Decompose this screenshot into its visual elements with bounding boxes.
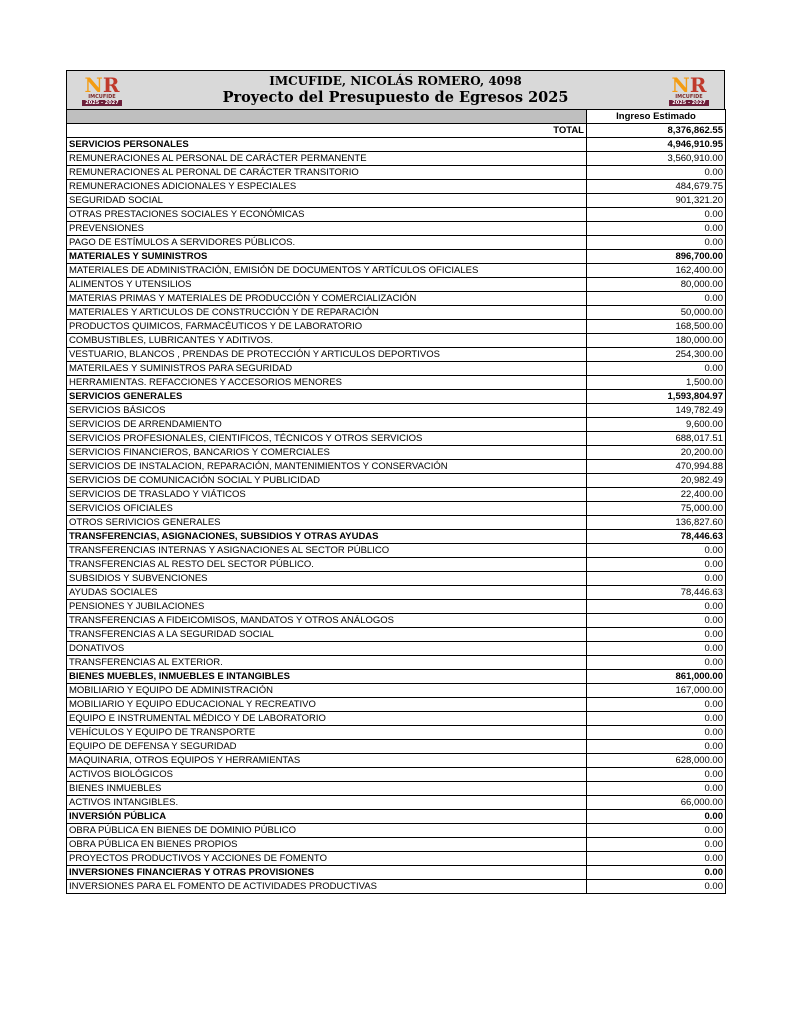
row-label: MOBILIARIO Y EQUIPO EDUCACIONAL Y RECREATIVO [67, 698, 587, 712]
table-row [67, 614, 726, 628]
row-value: 75,000.00 [587, 502, 726, 516]
row-value: 78,446.63 [587, 586, 726, 600]
section-label: SERVICIOS GENERALES [67, 390, 587, 404]
row-label: TRANSFERENCIAS A FIDEICOMISOS, MANDATOS Y OTROS ANÁLOGOS [67, 614, 587, 628]
row-value: 0.00 [587, 642, 726, 656]
table-row [67, 838, 726, 852]
row-value: 0.00 [587, 824, 726, 838]
table-row [67, 768, 726, 782]
row-label: REMUNERACIONES AL PERSONAL DE CARÁCTER PERMANENTE [67, 152, 587, 166]
row-value: 470,994.88 [587, 460, 726, 474]
column-header-ingreso-estimado: Ingreso Estimado [587, 110, 726, 124]
row-label: TRANSFERENCIAS AL EXTERIOR. [67, 656, 587, 670]
row-label: MATERIALES DE ADMINISTRACIÓN, EMISIÓN DE DOCUMENTOS Y ARTÍCULOS OFICIALES [67, 264, 587, 278]
row-value: 0.00 [587, 614, 726, 628]
row-value: 0.00 [587, 572, 726, 586]
table-row [67, 376, 726, 390]
table-row [67, 740, 726, 754]
section-value: 4,946,910.95 [587, 138, 726, 152]
row-label: TRANSFERENCIAS INTERNAS Y ASIGNACIONES AL SECTOR PÚBLICO [67, 544, 587, 558]
row-label: INVERSIONES PARA EL FOMENTO DE ACTIVIDADES PRODUCTIVAS [67, 880, 587, 894]
row-value: 0.00 [587, 222, 726, 236]
row-label: AYUDAS SOCIALES [67, 586, 587, 600]
table-row [67, 628, 726, 642]
section-row [67, 866, 726, 880]
row-label: PROYECTOS PRODUCTIVOS Y ACCIONES DE FOMENTO [67, 852, 587, 866]
row-value: 3,560,910.00 [587, 152, 726, 166]
row-value: 9,600.00 [587, 418, 726, 432]
section-label: INVERSIÓN PÚBLICA [67, 810, 587, 824]
table-row [67, 194, 726, 208]
table-row [67, 586, 726, 600]
section-value: 896,700.00 [587, 250, 726, 264]
table-row [67, 754, 726, 768]
table-row [67, 642, 726, 656]
section-value: 1,593,804.97 [587, 390, 726, 404]
row-label: SERVICIOS DE COMUNICACIÓN SOCIAL Y PUBLICIDAD [67, 474, 587, 488]
logo-letter-r: R [102, 73, 120, 97]
row-label: SERVICIOS PROFESIONALES, CIENTIFICOS, TÉCNICOS Y OTROS SERVICIOS [67, 432, 587, 446]
table-row [67, 320, 726, 334]
section-row [67, 810, 726, 824]
table-row [67, 278, 726, 292]
row-value: 628,000.00 [587, 754, 726, 768]
row-label: HERRAMIENTAS. REFACCIONES Y ACCESORIOS MENORES [67, 376, 587, 390]
row-label: MAQUINARIA, OTROS EQUIPOS Y HERRAMIENTAS [67, 754, 587, 768]
section-label: MATERIALES Y SUMINISTROS [67, 250, 587, 264]
row-label: OTROS SERIVICIOS GENERALES [67, 516, 587, 530]
row-value: 0.00 [587, 544, 726, 558]
table-row [67, 208, 726, 222]
table-row [67, 600, 726, 614]
section-row [67, 670, 726, 684]
row-value: 149,782.49 [587, 404, 726, 418]
logo-letter-n: N [84, 73, 103, 97]
row-value: 0.00 [587, 838, 726, 852]
row-label: SERVICIOS OFICIALES [67, 502, 587, 516]
row-label: ACTIVOS INTANGIBLES. [67, 796, 587, 810]
table-row [67, 726, 726, 740]
row-label: SERVICIOS DE TRASLADO Y VIÁTICOS [67, 488, 587, 502]
row-label: SERVICIOS FINANCIEROS, BANCARIOS Y COMERCIALES [67, 446, 587, 460]
table-row [67, 362, 726, 376]
budget-table-body [67, 110, 726, 894]
row-value: 0.00 [587, 362, 726, 376]
row-value: 0.00 [587, 740, 726, 754]
row-label: OBRA PÚBLICA EN BIENES PROPIOS [67, 838, 587, 852]
row-value: 20,982.49 [587, 474, 726, 488]
row-value: 167,000.00 [587, 684, 726, 698]
row-value: 0.00 [587, 166, 726, 180]
logo-letter-r: R [689, 73, 707, 97]
row-value: 0.00 [587, 628, 726, 642]
row-label: MATERIALES Y ARTICULOS DE CONSTRUCCIÓN Y DE REPARACIÓN [67, 306, 587, 320]
row-value: 0.00 [587, 656, 726, 670]
row-label: VEHÍCULOS Y EQUIPO DE TRANSPORTE [67, 726, 587, 740]
row-value: 484,679.75 [587, 180, 726, 194]
row-value: 0.00 [587, 782, 726, 796]
row-value: 0.00 [587, 880, 726, 894]
table-row [67, 558, 726, 572]
row-label: OBRA PÚBLICA EN BIENES DE DOMINIO PÚBLICO [67, 824, 587, 838]
row-value: 0.00 [587, 712, 726, 726]
row-label: PENSIONES Y JUBILACIONES [67, 600, 587, 614]
table-row [67, 404, 726, 418]
section-label: BIENES MUEBLES, INMUEBLES E INTANGIBLES [67, 670, 587, 684]
row-label: ALIMENTOS Y UTENSILIOS [67, 278, 587, 292]
table-row [67, 684, 726, 698]
row-value: 0.00 [587, 236, 726, 250]
row-label: DONATIVOS [67, 642, 587, 656]
row-value: 22,400.00 [587, 488, 726, 502]
row-label: PAGO DE ESTÍMULOS A SERVIDORES PÚBLICOS. [67, 236, 587, 250]
logo-name: IMCUFIDE [88, 94, 116, 100]
table-row [67, 292, 726, 306]
document-header [66, 70, 725, 110]
table-row [67, 544, 726, 558]
document-subtitle: Proyecto del Presupuesto de Egresos 2025 [222, 89, 569, 106]
row-label: REMUNERACIONES ADICIONALES Y ESPECIALES [67, 180, 587, 194]
section-value: 861,000.00 [587, 670, 726, 684]
table-row [67, 516, 726, 530]
total-row [67, 124, 726, 138]
row-value: 80,000.00 [587, 278, 726, 292]
section-value: 0.00 [587, 866, 726, 880]
section-row [67, 390, 726, 404]
table-row [67, 180, 726, 194]
total-label: TOTAL [67, 124, 587, 138]
row-value: 901,321.20 [587, 194, 726, 208]
section-row [67, 530, 726, 544]
logo-name: IMCUFIDE [675, 94, 703, 100]
row-value: 136,827.60 [587, 516, 726, 530]
table-row [67, 782, 726, 796]
row-label: EQUIPO DE DEFENSA Y SEGURIDAD [67, 740, 587, 754]
row-label: MATERILAES Y SUMINISTROS PARA SEGURIDAD [67, 362, 587, 376]
table-row [67, 432, 726, 446]
section-row [67, 138, 726, 152]
row-label: PREVENSIONES [67, 222, 587, 236]
table-row [67, 880, 726, 894]
row-value: 180,000.00 [587, 334, 726, 348]
row-label: SERVICIOS BÁSICOS [67, 404, 587, 418]
table-row [67, 474, 726, 488]
row-label: EQUIPO E INSTRUMENTAL MÉDICO Y DE LABORATORIO [67, 712, 587, 726]
table-row [67, 152, 726, 166]
table-row [67, 852, 726, 866]
row-label: PRODUCTOS QUIMICOS, FARMACÉUTICOS Y DE LABORATORIO [67, 320, 587, 334]
row-value: 0.00 [587, 208, 726, 222]
total-value: 8,376,862.55 [587, 124, 726, 138]
table-row [67, 502, 726, 516]
section-label: TRANSFERENCIAS, ASIGNACIONES, SUBSIDIOS Y OTRAS AYUDAS [67, 530, 587, 544]
table-row [67, 712, 726, 726]
column-header-blank [67, 110, 587, 124]
budget-table [66, 109, 726, 894]
row-value: 0.00 [587, 600, 726, 614]
row-label: COMBUSTIBLES, LUBRICANTES Y ADITIVOS. [67, 334, 587, 348]
row-value: 0.00 [587, 558, 726, 572]
row-value: 0.00 [587, 852, 726, 866]
row-label: TRANSFERENCIAS A LA SEGURIDAD SOCIAL [67, 628, 587, 642]
imcufide-logo-right [656, 73, 722, 109]
table-row [67, 306, 726, 320]
row-value: 168,500.00 [587, 320, 726, 334]
table-row [67, 166, 726, 180]
row-label: REMUNERACIONES AL PERONAL DE CARÁCTER TRANSITORIO [67, 166, 587, 180]
row-value: 254,300.00 [587, 348, 726, 362]
table-row [67, 334, 726, 348]
table-row [67, 446, 726, 460]
section-label: SERVICIOS PERSONALES [67, 138, 587, 152]
row-value: 688,017.51 [587, 432, 726, 446]
row-label: SERVICIOS DE ARRENDAMIENTO [67, 418, 587, 432]
section-value: 0.00 [587, 810, 726, 824]
row-label: MOBILIARIO Y EQUIPO DE ADMINISTRACIÓN [67, 684, 587, 698]
row-value: 50,000.00 [587, 306, 726, 320]
row-label: MATERIAS PRIMAS Y MATERIALES DE PRODUCCIÓN Y COMERCIALIZACIÓN [67, 292, 587, 306]
row-value: 66,000.00 [587, 796, 726, 810]
row-label: VESTUARIO, BLANCOS , PRENDAS DE PROTECCIÓN Y ARTICULOS DEPORTIVOS [67, 348, 587, 362]
logo-years: 2025 - 2027 [82, 100, 121, 106]
row-label: SEGURIDAD SOCIAL [67, 194, 587, 208]
logo-letter-n: N [671, 73, 690, 97]
logo-years: 2025 - 2027 [669, 100, 708, 106]
row-value: 0.00 [587, 698, 726, 712]
section-row [67, 250, 726, 264]
table-row [67, 460, 726, 474]
row-label: SERVICIOS DE INSTALACION, REPARACIÓN, MANTENIMIENTOS Y CONSERVACIÓN [67, 460, 587, 474]
table-row [67, 222, 726, 236]
row-value: 20,200.00 [587, 446, 726, 460]
row-label: SUBSIDIOS Y SUBVENCIONES [67, 572, 587, 586]
row-value: 162,400.00 [587, 264, 726, 278]
row-label: ACTIVOS BIOLÓGICOS [67, 768, 587, 782]
row-value: 1,500.00 [587, 376, 726, 390]
row-value: 0.00 [587, 768, 726, 782]
table-row [67, 418, 726, 432]
section-label: INVERSIONES FINANCIERAS Y OTRAS PROVISIONES [67, 866, 587, 880]
row-label: OTRAS PRESTACIONES SOCIALES Y ECONÓMICAS [67, 208, 587, 222]
table-row [67, 236, 726, 250]
table-row [67, 656, 726, 670]
table-row [67, 572, 726, 586]
row-label: BIENES INMUEBLES [67, 782, 587, 796]
document-title: IMCUFIDE, NICOLÁS ROMERO, 4098 [269, 74, 522, 88]
row-label: TRANSFERENCIAS AL RESTO DEL SECTOR PÚBLICO. [67, 558, 587, 572]
table-row [67, 698, 726, 712]
section-value: 78,446.63 [587, 530, 726, 544]
table-row [67, 796, 726, 810]
row-value: 0.00 [587, 292, 726, 306]
table-row [67, 824, 726, 838]
column-header-row [67, 110, 726, 124]
table-row [67, 488, 726, 502]
table-row [67, 264, 726, 278]
table-row [67, 348, 726, 362]
row-value: 0.00 [587, 726, 726, 740]
